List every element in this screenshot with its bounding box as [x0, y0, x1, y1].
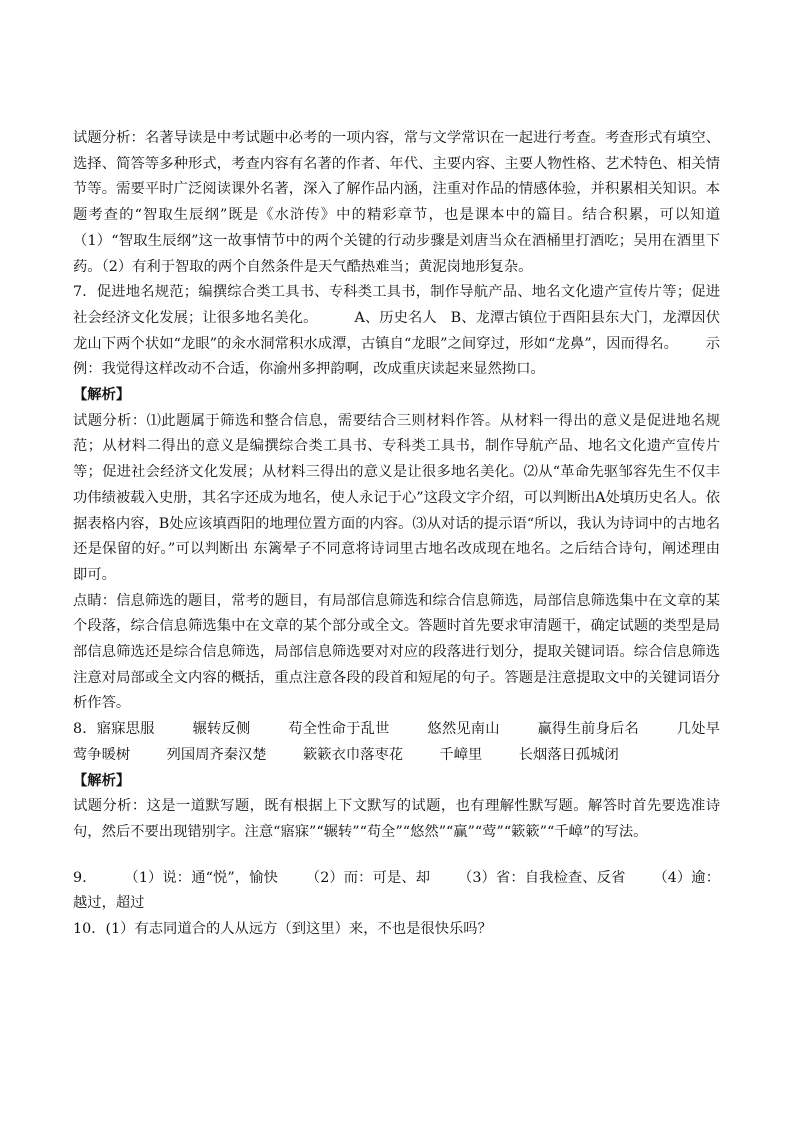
answer-10: 10．(1）有志同道合的人从远方（到这里）来，不也是很快乐吗？	[73, 921, 492, 938]
analysis-heading-8: 【解析】	[73, 772, 131, 789]
spacer	[73, 846, 720, 866]
answer-8: 8．寤寐思服 辗转反侧 苟全性命于乱世 悠然见南山 赢得生前身后名 几处早莺争暖树 列国周齐秦汉楚 簌簌衣巾落枣花 千嶂里 长烟落日孤城闭	[73, 721, 720, 763]
analysis-heading-7: 【解析】	[73, 387, 131, 404]
tips-paragraph-7: 点睛：信息筛选的题目，常考的题目，有局部信息筛选和综合信息筛选，局部信息筛选集中在文章的某个段落，综合信息筛选集中在文章的某个部分或全文。答题时首先要求审清题干，确定试题的类型是局部信息筛选还是综合信息筛选，局部信息筛选要对对应的段落进行划分，提取关键词语。综合信息筛选注意对局部或全文内容的概括，重点注意各段的段首和短尾的句子。答题是注意提取文中的关键词语分析作答。	[73, 592, 720, 712]
answer-7: 7．促进地名规范；编撰综合类工具书、专科类工具书，制作导航产品、地名文化遗产宣传片等；促进社会经济文化发展；让很多地名美化。 A、历史名人 B、龙潭古镇位于酉阳县东大门，龙潭因伏龙山下两个状如“龙眼”的汆水洞常积水成潭，古镇自“龙眼”之间穿过，形如“龙鼻”，因而得名。 示例：我觉得这样改动不合适，你渝州多押韵啊，改成重庆读起来显然拗口。	[73, 284, 720, 378]
analysis-paragraph-6: 试题分析：名著导读是中考试题中必考的一项内容，常与文学常识在一起进行考查。考查形式有填空、选择、简答等多种形式，考查内容有名著的作者、年代、主要内容、主要人物性格、艺术特色、相关情节等。需要平时广泛阅读课外名著，深入了解作品内涵，注重对作品的情感体验，并积累相关知识。本题考查的“智取生辰纲”既是《水浒传》中的精彩章节，也是课本中的篇目。结合积累，可以知道（1）“智取生辰纲”这一故事情节中的两个关键的行动步骤是刘唐当众在酒桶里打酒吃；吴用在酒里下药。（2）有利于智取的两个自然条件是天气酷热难当；黄泥岗地形复杂。	[73, 130, 720, 275]
answer-9: 9． （1）说：通“悦”，愉快 （2）而：可是、却 （3）省：自我检查、反省 （4）逾：越过，超过	[73, 869, 720, 912]
analysis-paragraph-8: 试题分析：这是一道默写题，既有根据上下文默写的试题，也有理解性默写题。解答时首先要选准诗句，然后不要出现错别字。注意“寤寐”“辗转”“苟全”“悠然”“赢”“莺”“簌簌”“千嶂”的写法。	[73, 798, 720, 840]
analysis-paragraph-7: 试题分析：⑴此题属于筛选和整合信息，需要结合三则材料作答。从材料一得出的意义是促进地名规范；从材料二得出的意义是编撰综合类工具书、专科类工具书，制作导航产品、地名文化遗产宣传片等；促进社会经济文化发展；从材料三得出的意义是让很多地名美化。⑵从“革命先驱邹容先生不仅丰功伟绩被载入史册，其名字还成为地名，使人永记于心”这段文字介绍，可以判断出A处填历史名人。依据表格内容，B处应该填酉阳的地理位置方面的内容。⑶从对话的提示语“所以，我认为诗词中的古地名还是保留的好。”可以判断出 东篱晕子不同意将诗词里古地名改成现在地名。之后结合诗句，阐述理由即可。	[73, 412, 720, 583]
